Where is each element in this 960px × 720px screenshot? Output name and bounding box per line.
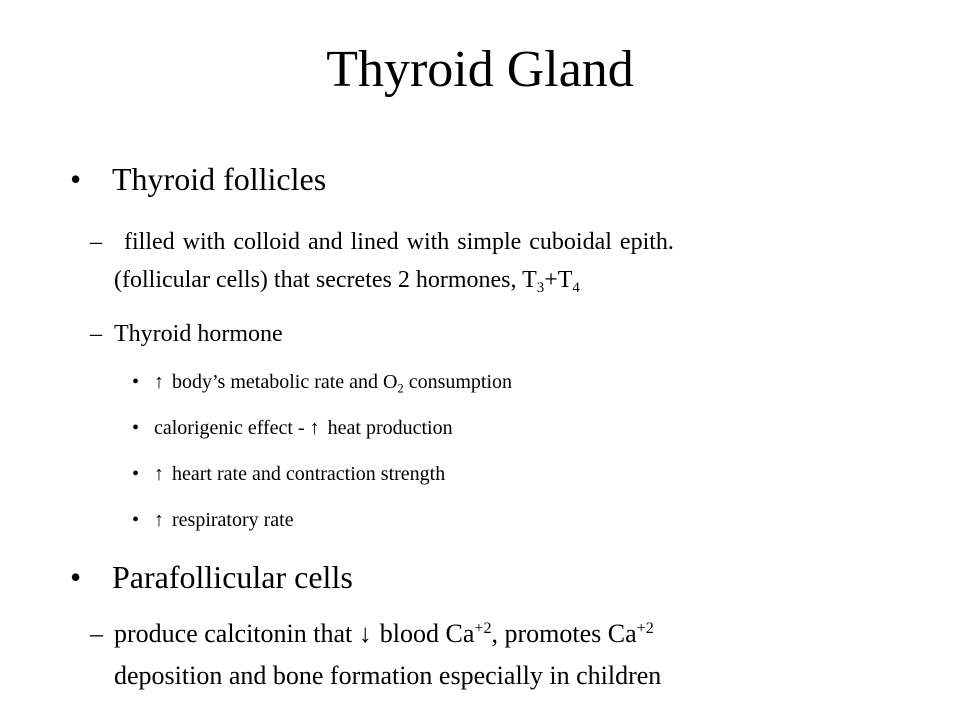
dash-marker: – [90, 619, 103, 648]
point-text: ↑ heart rate and contraction strength [154, 460, 445, 488]
up-arrow-icon: ↑ [309, 417, 320, 439]
subitem-text: Thyroid hormone [114, 321, 283, 347]
up-arrow-icon: ↑ [154, 509, 164, 531]
bullet-marker: • [70, 161, 82, 197]
up-arrow-icon: ↑ [154, 463, 164, 485]
subitem-line-1: produce calcitonin that ↓ blood $Ca^{+2}$, promotes $Ca^{+2}$ [114, 617, 654, 651]
slide-title: Thyroid Gland [326, 41, 634, 98]
down-arrow-icon: ↓ [358, 619, 372, 648]
bullet-text: Parafollicular cells [112, 559, 353, 595]
subitem-line-2: (follicular cells) that secretes 2 hormones, $T_3+T_4$ [114, 267, 580, 297]
up-arrow-icon: ↑ [154, 371, 164, 393]
bullet-marker: • [132, 417, 140, 439]
subitem-line-1: filled with colloid and lined with simple cuboidal epith. [124, 229, 674, 255]
point-text: calorigenic effect - ↑ heat production [154, 414, 453, 442]
point-text: ↑ respiratory rate [154, 506, 294, 534]
bullet-marker: • [132, 371, 140, 393]
subitem-line-2: deposition and bone formation especially in children [114, 661, 662, 690]
bullet-marker: • [70, 559, 82, 595]
bullet-text: Thyroid follicles [112, 161, 327, 197]
bullet-marker: • [132, 509, 140, 531]
dash-marker: – [90, 321, 102, 347]
dash-marker: – [90, 229, 102, 255]
point-text: ↑ body’s metabolic rate and $O_2$ consumption [154, 368, 512, 396]
bullet-marker: • [132, 463, 140, 485]
